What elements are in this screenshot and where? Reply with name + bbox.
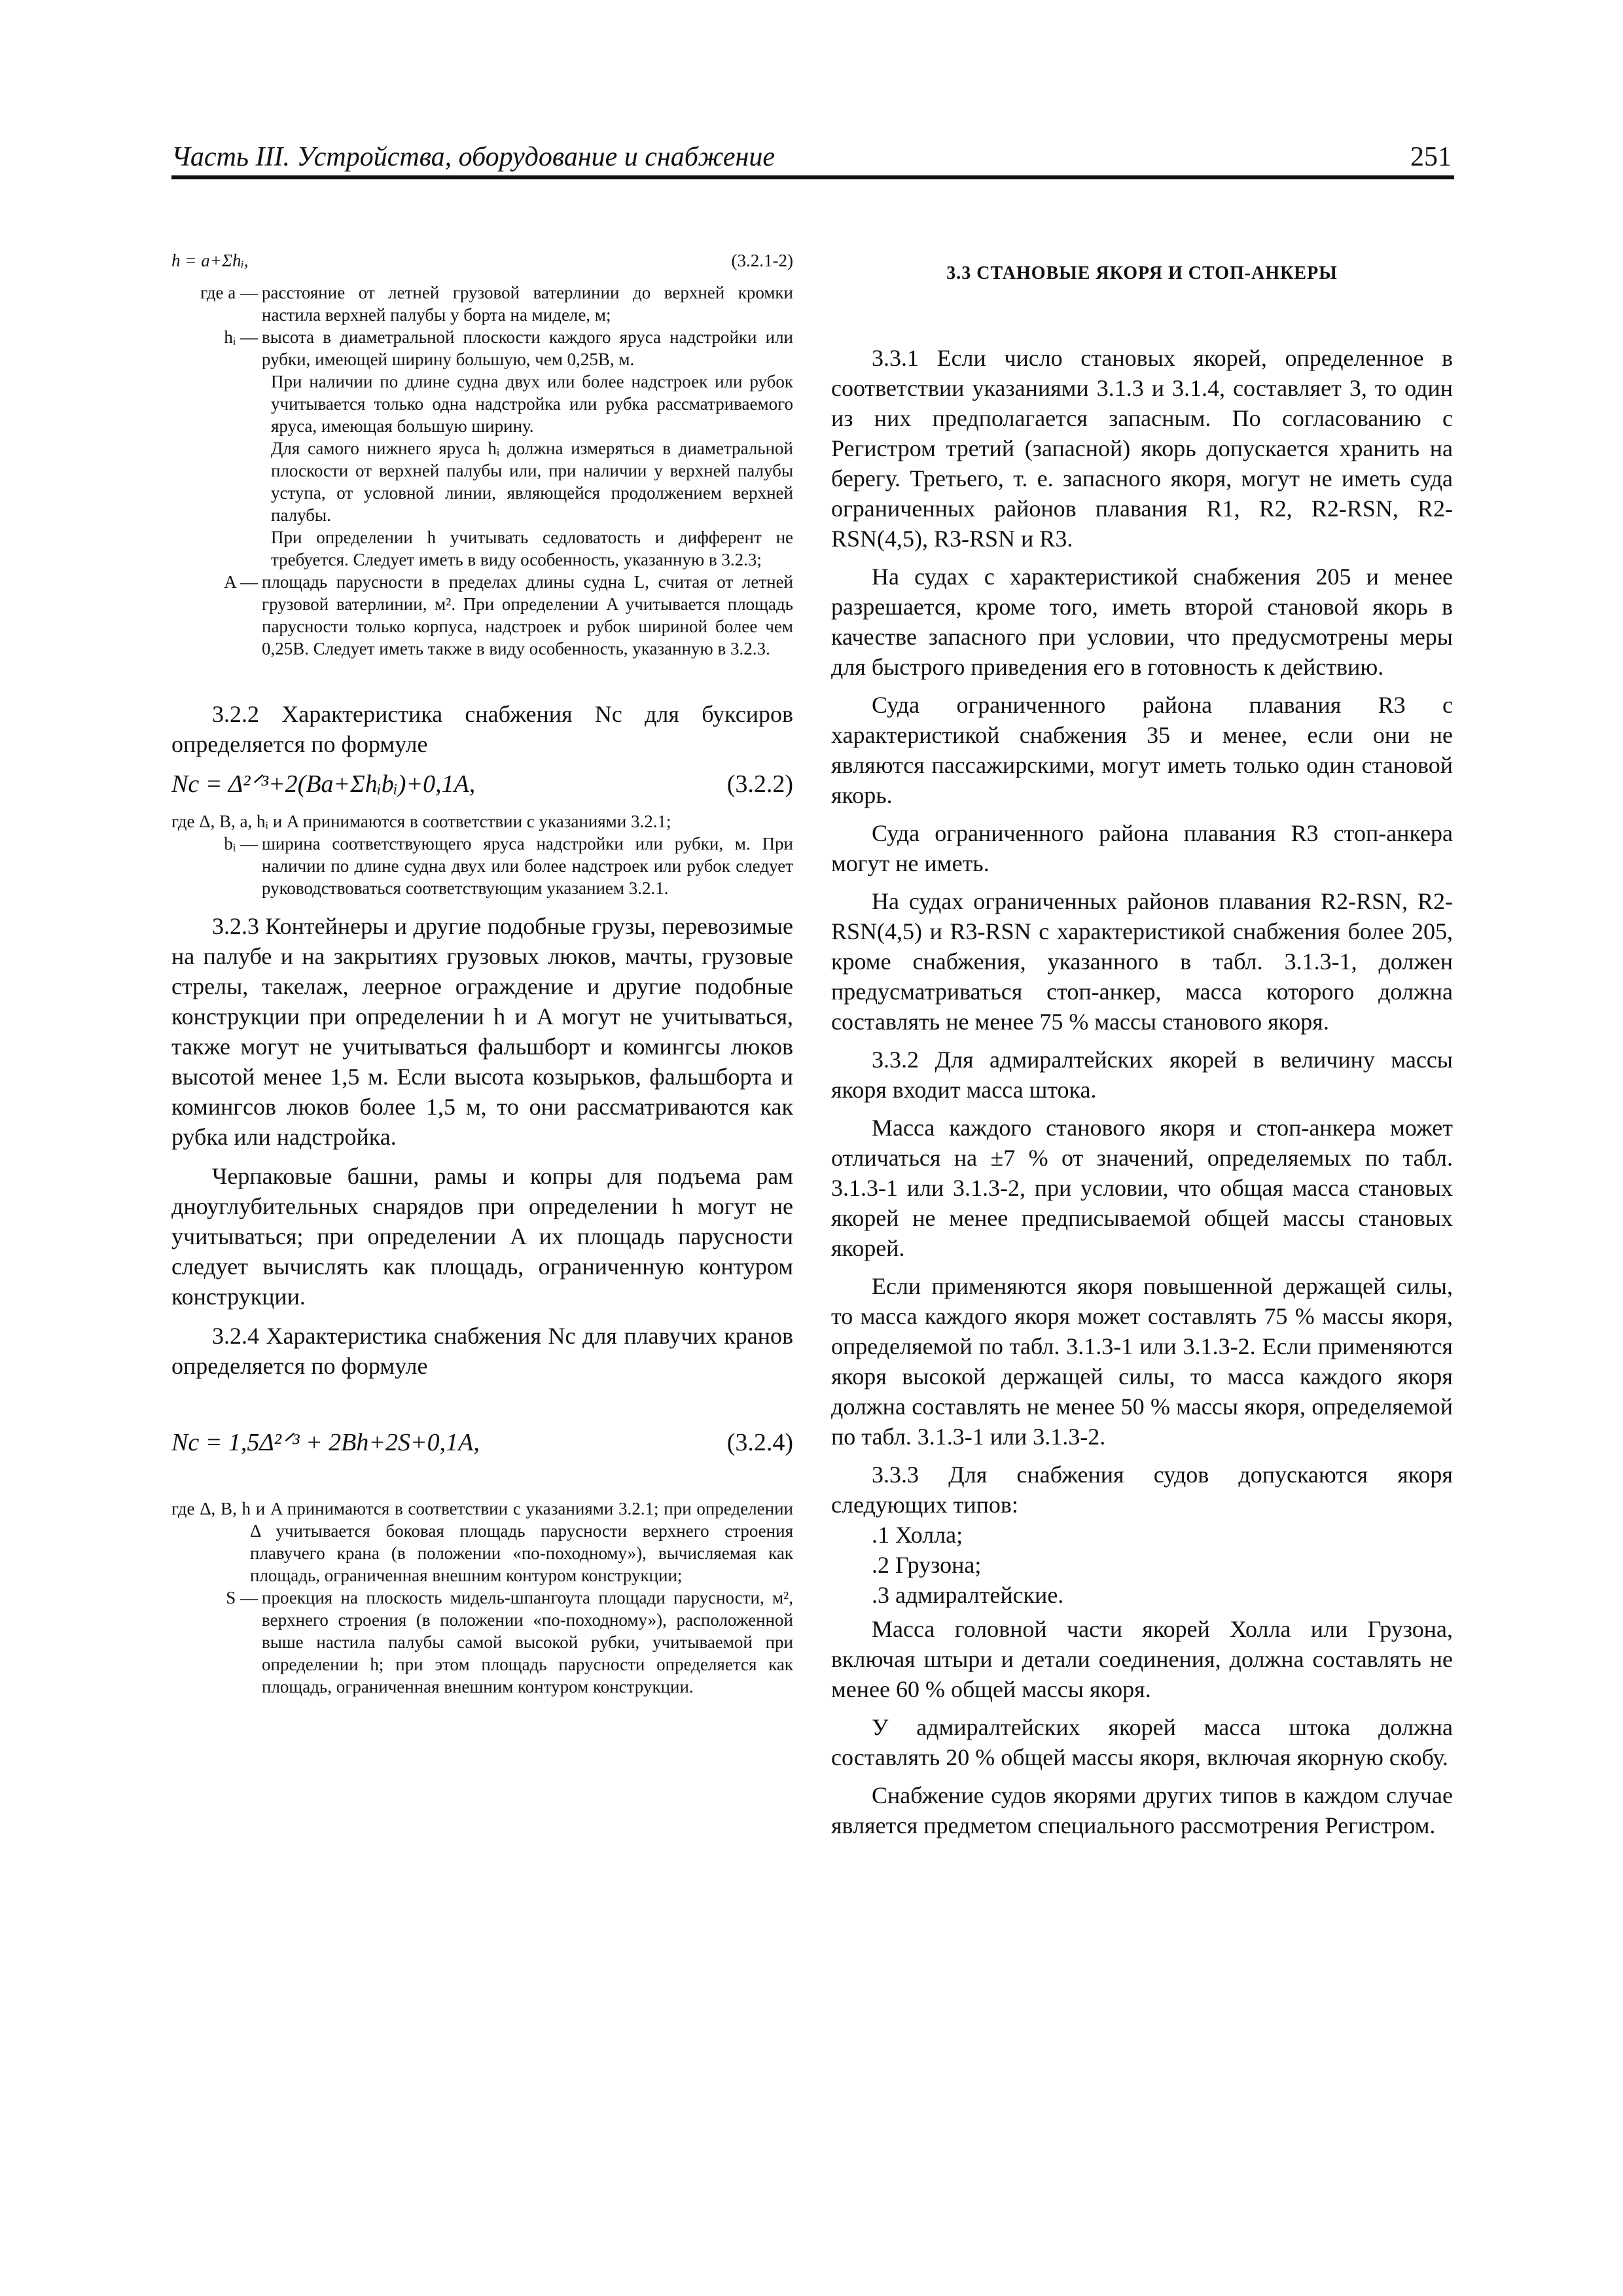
paragraph-3-3-1: 3.3.1 Если число становых якорей, определенное в соответствии указаниями 3.1.3 и 3.1.4, составляет 3, то один из них предполагается запасным. По согласованию с Регистром третий (запасной) якорь допускается хранить на берегу. Третьего, т. е. запасного якоря, могут не иметь суда ограниченных районов плавания R1, R2, R2-RSN, R2-RSN(4,5), R3-RSN и R3. xyxy=(831,345,1453,552)
paragraph: Снабжение судов якорями других типов в каждом случае является предметом специального рассмотрения Регистром. xyxy=(831,1782,1453,1839)
paragraph: На судах ограниченных районов плавания R2-RSN, R2-RSN(4,5) и R3-RSN с характеристикой снабжения более 205, кроме снабжения, указанного в табл. 3.1.3-1, должен предусматриваться стоп-анкер, масса которого должна составлять не менее 75 % массы станового якоря. xyxy=(831,888,1453,1035)
where-block-2 xyxy=(171,810,793,899)
list-item: .3 адмиралтейские. xyxy=(872,1582,1064,1608)
where-note: При наличии по длине судна двух или более надстроек или рубок учитывается только одна надстройка или рубка рассматриваемого яруса, имеющая большую ширину. xyxy=(271,372,793,436)
paragraph: Если применяются якоря повышенной держащей силы, то масса каждого якоря может составлять 75 % массы якоря, определяемой по табл. 3.1.3-1 или 3.1.3-2. Если применяются якоря высокой держащей силы, то масса каждого якоря должна составлять не менее 50 % массы якоря, определяемой по табл. 3.1.3-1 или 3.1.3-2. xyxy=(831,1273,1453,1450)
where-definition: ширина соответствующего яруса надстройки или рубки, м. При наличии по длине судна двух или более надстроек или рубок следует руководствоваться соответствующим указанием 3.2.1. xyxy=(262,834,793,898)
where-symbol: где a — xyxy=(200,283,258,302)
paragraph: Суда ограниченного района плавания R3 с характеристикой снабжения 35 и менее, если они не являются пассажирскими, могут иметь только один становой якорь. xyxy=(831,692,1453,808)
formula-3-2-4 xyxy=(171,1427,793,1458)
where-definition: площадь парусности в пределах длины судна L, считая от летней грузовой ватерлинии, м². При определении A учитывается площадь парусности только корпуса, надстроек и рубок шириной более чем 0,25B. Следует иметь также в виду особенность, указанную в 3.2.3. xyxy=(262,572,793,658)
header-title: Часть III. Устройства, оборудование и снабжение xyxy=(171,142,775,172)
where-line: где Δ, B, h и A принимаются в соответствии с указаниями 3.2.1; при определении Δ учитывается боковая площадь парусности верхнего строения плавучего крана (в положении «по-походному»), вычисляемая как площадь, ограниченная внешним контуром конструкции; xyxy=(171,1499,793,1585)
section-body xyxy=(831,343,1453,1840)
formula-expr: h = a+Σhᵢ, xyxy=(171,251,249,270)
paragraph: У адмиралтейских якорей масса штока должна составлять 20 % общей массы якоря, включая якорную скобу. xyxy=(831,1714,1453,1770)
where-item xyxy=(171,1587,793,1698)
paragraph: Масса головной части якорей Холла или Грузона, включая штыри и детали соединения, должна составлять не менее 60 % общей массы якоря. xyxy=(831,1616,1453,1702)
where-symbol: A — xyxy=(224,572,258,592)
page-number: 251 xyxy=(1410,142,1452,172)
formula-3-2-1-2 xyxy=(171,249,793,272)
left-column xyxy=(171,249,793,1698)
where-block-1 xyxy=(171,281,793,660)
where-item xyxy=(171,833,793,899)
where-note: Для самого нижнего яруса hᵢ должна измеряться в диаметральной плоскости от верхней палубы или, при наличии у верхней палубы уступа, от условной линии, являющейся продолжением верхней палубы. xyxy=(271,439,793,525)
paragraph: Масса каждого станового якоря и стоп-анкера может отличаться на ±7 % от значений, определяемых по табл. 3.1.3-1 или 3.1.3-2, при условии, что общая масса становых якорей не менее предписываемой общей массы становых якорей. xyxy=(831,1115,1453,1261)
section-title: 3.3 СТАНОВЫЕ ЯКОРЯ И СТОП-АНКЕРЫ xyxy=(946,263,1338,283)
paragraph-3-2-2: 3.2.2 Характеристика снабжения Nc для буксиров определяется по формуле xyxy=(171,701,793,757)
where-item xyxy=(171,571,793,660)
paragraph: На судах с характеристикой снабжения 205 и менее разрешается, кроме того, иметь второй становой якорь в качестве запасного при условии, что предусмотрены меры для быстрого приведения его в готовность к действию. xyxy=(831,564,1453,680)
paragraph-3-3-2: 3.3.2 Для адмиралтейских якорей в величину массы якоря входит масса штока. xyxy=(831,1047,1453,1103)
formula-number: (3.2.2) xyxy=(726,770,793,798)
paragraph: Суда ограниченного района плавания R3 стоп-анкера могут не иметь. xyxy=(831,820,1453,876)
formula-number: (3.2.4) xyxy=(726,1429,793,1456)
where-item xyxy=(171,326,793,370)
paragraph-3-2-3: 3.2.3 Контейнеры и другие подобные грузы, перевозимые на палубе и на закрытиях грузовых люков, мачты, грузовые стрелы, такелаж, леерное ограждение и другие подобные конструкции при определении h и A могут не учитываться, также могут не учитываться фальшборт и комингсы люков высотой менее 1,5 м. Если высота козырьков, фальшборта и комингсов люков более 1,5 м, то они рассматриваются как рубка или надстройка. xyxy=(171,913,793,1150)
where-line: где Δ, B, a, hᵢ и A принимаются в соответствии с указаниями 3.2.1; xyxy=(171,812,671,831)
paragraph-3-2-3-cont: Черпаковые башни, рамы и копры для подъема рам дноуглубительных снарядов при определении h могут не учитываться; при определении A их площадь парусности следует вычислять как площадь, ограниченную контуром конструкции. xyxy=(171,1163,793,1310)
where-definition: высота в диаметральной плоскости каждого яруса надстройки или рубки, имеющей ширину большую, чем 0,25B, м. xyxy=(262,327,793,369)
formula-3-2-2 xyxy=(171,768,793,800)
formula-number: (3.2.1-2) xyxy=(731,251,793,270)
where-block-3 xyxy=(171,1498,793,1698)
anchor-types-list xyxy=(831,1520,1453,1610)
paragraph-3-3-3: 3.3.3 Для снабжения судов допускаются якоря следующих типов: xyxy=(831,1462,1453,1518)
paragraph-3-2-4: 3.2.4 Характеристика снабжения Nc для плавучих кранов определяется по формуле xyxy=(171,1323,793,1379)
where-note: При определении h учитывать седловатость и дифферент не требуется. Следует иметь в виду особенность, указанную в 3.2.3; xyxy=(271,528,793,569)
where-definition: проекция на плоскость мидель-шпангоута площади парусности, м², верхнего строения (в положении «по-походному»), расположенной выше настила палубы самой высокой рубки, учитываемой при определении h; при этом площадь парусности определяется как площадь, ограниченная внешним контуром конструкции. xyxy=(262,1588,793,1696)
formula-expr: Nc = Δ²ᐟ³+2(Ba+Σhᵢbᵢ)+0,1A, xyxy=(171,770,476,798)
where-symbol: S — xyxy=(226,1588,258,1607)
right-column xyxy=(831,249,1453,1840)
where-definition: расстояние от летней грузовой ватерлинии до верхней кромки настила верхней палубы у борта на миделе, м; xyxy=(262,283,793,325)
where-item xyxy=(171,281,793,326)
page-header xyxy=(171,141,1454,179)
where-symbol: bᵢ — xyxy=(224,834,258,853)
list-item: .1 Холла; xyxy=(872,1522,963,1548)
formula-expr: Nc = 1,5Δ²ᐟ³ + 2Bh+2S+0,1A, xyxy=(171,1429,480,1456)
where-symbol: hᵢ — xyxy=(224,327,258,347)
list-item: .2 Грузона; xyxy=(872,1552,982,1578)
